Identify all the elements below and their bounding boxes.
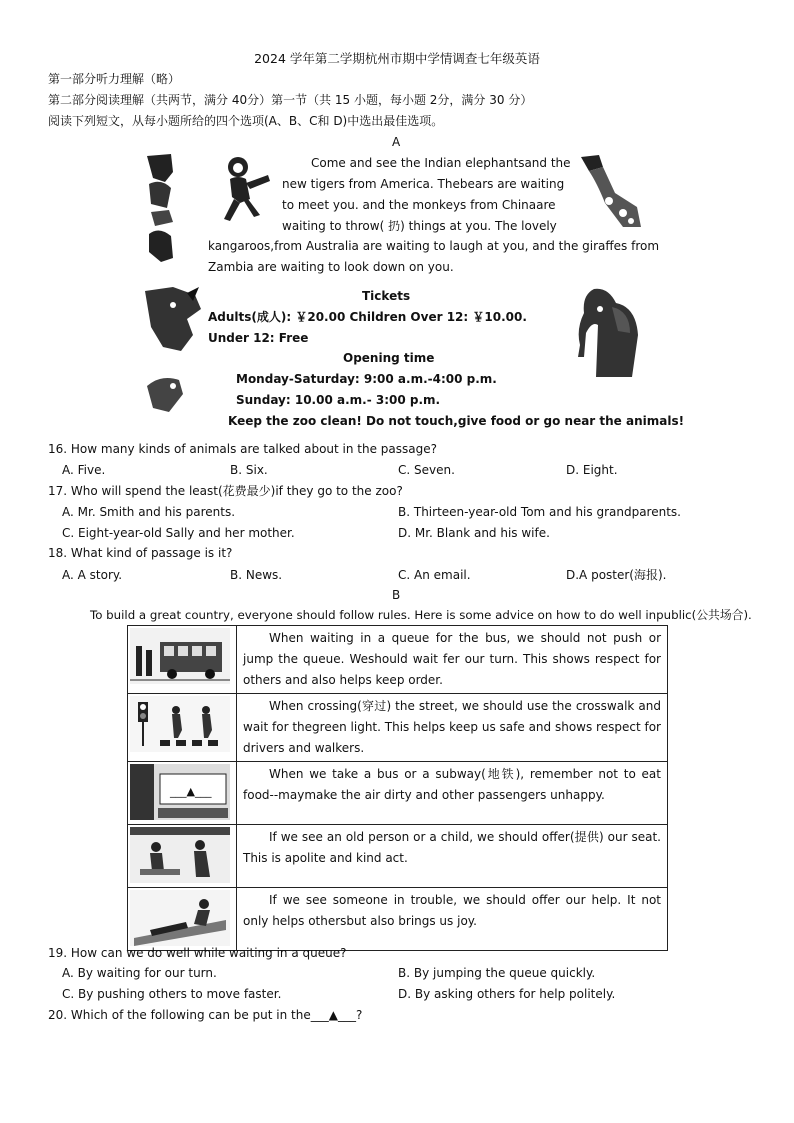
q17-option-c[interactable]: C. Eight-year-old Sally and her mother. bbox=[62, 526, 295, 540]
elephant-illustration bbox=[572, 285, 642, 381]
q18-option-b[interactable]: B. News. bbox=[230, 568, 283, 582]
question-20-stem: 20. Which of the following can be put in the___▲___? bbox=[48, 1008, 363, 1022]
advice-row bbox=[128, 626, 668, 694]
bird-illustration bbox=[143, 372, 185, 416]
q16-option-c[interactable]: C. Seven. bbox=[398, 463, 455, 477]
passage-a-line-2: new tigers from America. Thebears are waiting bbox=[282, 177, 565, 191]
q18-option-a[interactable]: A. A story. bbox=[62, 568, 123, 582]
opening-weekdays: Monday-Saturday: 9:00 a.m.-4:00 p.m. bbox=[236, 372, 497, 386]
help-others-picture bbox=[128, 888, 237, 951]
q18-option-d[interactable]: D.A poster(海报). bbox=[566, 568, 667, 582]
passage-b-intro: To build a great country, everyone should follow rules. Here is some advice on how to do well inpublic(公共场合). bbox=[90, 608, 752, 622]
q18-option-c[interactable]: C. An email. bbox=[398, 568, 471, 582]
passage-a-line-5: kangaroos,from Australia are waiting to laugh at you, and the giraffes from bbox=[208, 239, 660, 253]
q19-option-d[interactable]: D. By asking others for help politely. bbox=[398, 987, 616, 1001]
advice-table bbox=[127, 625, 668, 951]
q19-option-b[interactable]: B. By jumping the queue quickly. bbox=[398, 966, 596, 980]
page-title: 2024 学年第二学期杭州市期中学情调查七年级英语 bbox=[254, 51, 540, 66]
tickets-adults: Adults(成人): ￥20.00 Children Over 12: ￥10.00. bbox=[208, 310, 527, 324]
q17-option-d[interactable]: D. Mr. Blank and his wife. bbox=[398, 526, 550, 540]
advice-row bbox=[128, 888, 668, 951]
q17-option-b[interactable]: B. Thirteen-year-old Tom and his grandparents. bbox=[398, 505, 681, 519]
q16-option-b[interactable]: B. Six. bbox=[230, 463, 268, 477]
queue-bus-picture bbox=[128, 626, 237, 694]
passage-a-line-3: to meet you. and the monkeys from Chinaare bbox=[282, 198, 556, 212]
q19-option-a[interactable]: A. By waiting for our turn. bbox=[62, 966, 217, 980]
advice-help-text: If we see someone in trouble, we should offer our help. It not only helps othersbut also brings us joy. bbox=[237, 888, 668, 951]
offer-seat-picture bbox=[128, 825, 237, 888]
monkey-illustration bbox=[210, 153, 272, 223]
passage-b-label: B bbox=[392, 588, 401, 602]
passage-a-line-6: Zambia are waiting to look down on you. bbox=[208, 260, 454, 274]
question-16-stem: 16. How many kinds of animals are talked about in the passage? bbox=[48, 442, 437, 456]
blank-marker: ___▲___ bbox=[170, 785, 212, 798]
instruction: 阅读下列短文，从每小题所给的四个选项(A、B、C和 D)中选出最佳选项。 bbox=[48, 114, 444, 128]
subway-picture bbox=[128, 762, 237, 825]
q16-option-d[interactable]: D. Eight. bbox=[566, 463, 618, 477]
question-18-stem: 18. What kind of passage is it? bbox=[48, 546, 233, 560]
passage-a-label: A bbox=[392, 135, 401, 149]
advice-row bbox=[128, 694, 668, 762]
passage-a-line-1: Come and see the Indian elephantsand the bbox=[311, 156, 571, 170]
advice-crossing-text: When crossing(穿过) the street, we should use the crosswalk and wait for thegreen light. This helps keep us safe and shows respect for drivers and walkers. bbox=[237, 694, 668, 762]
question-19-stem: 19. How can we do well while waiting in a queue? bbox=[48, 946, 347, 960]
advice-row bbox=[128, 762, 668, 825]
advice-subway-text: When we take a bus or a subway(地铁), remember not to eat food--maymake the air dirty and other passengers unhappy. bbox=[237, 762, 668, 825]
q17-option-a[interactable]: A. Mr. Smith and his parents. bbox=[62, 505, 236, 519]
part2-heading: 第二部分阅读理解（共两节，满分 40分）第一节（共 15 小题，每小题 2分，满分 30 分） bbox=[48, 93, 533, 107]
advice-queue-text: When waiting in a queue for the bus, we should not push or jump the queue. Weshould wait fer our turn. This shows respect for others and also helps keep order. bbox=[237, 626, 668, 694]
crosswalk-picture bbox=[128, 694, 237, 762]
q16-option-a[interactable]: A. Five. bbox=[62, 463, 106, 477]
advice-seat-text: If we see an old person or a child, we should offer(提供) our seat. This is apolite and kind act. bbox=[237, 825, 668, 888]
q19-option-c[interactable]: C. By pushing others to move faster. bbox=[62, 987, 282, 1001]
question-17-stem: 17. Who will spend the least(花费最少)if they go to the zoo? bbox=[48, 484, 403, 498]
tickets-under-12: Under 12: Free bbox=[208, 331, 309, 345]
advice-row bbox=[128, 825, 668, 888]
rhino-illustration bbox=[143, 285, 203, 355]
animal-illustration-left-top bbox=[143, 152, 177, 264]
part1-heading: 第一部分听力理解（略） bbox=[48, 72, 181, 86]
passage-a-line-4: waiting to throw( 扔) things at you. The lovely bbox=[282, 219, 557, 233]
opening-time-title: Opening time bbox=[343, 351, 435, 365]
giraffe-illustration bbox=[575, 153, 643, 229]
opening-sunday: Sunday: 10.00 a.m.- 3:00 p.m. bbox=[236, 393, 441, 407]
tickets-title: Tickets bbox=[362, 289, 411, 303]
zoo-notice: Keep the zoo clean! Do not touch,give food or go near the animals! bbox=[228, 414, 685, 428]
